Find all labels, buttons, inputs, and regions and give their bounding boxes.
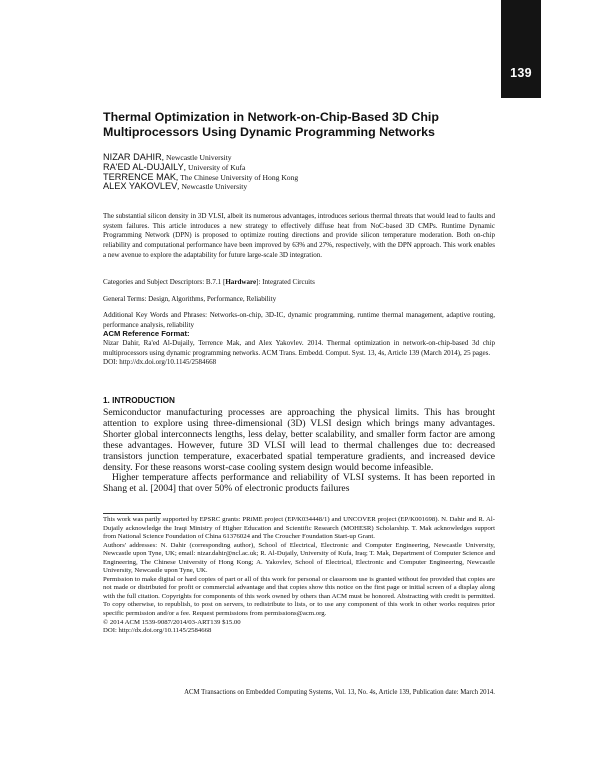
categories-descriptors <box>103 278 495 288</box>
page-number: 139 <box>510 66 532 80</box>
author-name: ALEX YAKOVLEV <box>103 181 178 192</box>
keywords: Additional Key Words and Phrases: Networks-on-chip, 3D-IC, dynamic programming, runtime thermal management, adaptive routing, performance analysis, reliability <box>103 311 495 329</box>
author-entry: NIZAR DAHIR, Newcastle University <box>103 152 232 162</box>
author-list <box>103 153 503 192</box>
reference-citation: Nizar Dahir, Ra'ed Al-Dujaily, Terrence Mak, and Alex Yakovlev. 2014. Thermal optimization in network-on-chip-based 3d chip multiprocessors using dynamic programming networks. ACM Trans. Embedd. Comput. Syst. 13, 4s, Article 139 (March 2014), 25 pages. <box>103 339 495 357</box>
paragraph: Higher temperature affects performance and reliability of VLSI systems. It has been reported in Shang et al. [2004] that over 50% of electronic products failures <box>103 472 495 495</box>
introduction-body <box>103 408 495 495</box>
authors-addresses: Authors' addresses: N. Dahir (corresponding author), School of Electrical, Electronic and Computer Engineering, Newcastle University, Newcastle upon Tyne, UK; email: nizar.dahir@ncl.ac.uk; R. Al-Dujaily, University of Kufa, Iraq; T. Mak, Department of Computer Science and Engineering, The Chinese University of Hong Kong; A. Yakovlev, School of Electrical, Electronic and Computer Engineering, Newcastle University, Newcastle upon Tyne, UK. <box>103 541 495 575</box>
author-entry: RA'ED AL-DUJAILY, University of Kufa <box>103 161 246 172</box>
paper-title: Thermal Optimization in Network-on-Chip-Based 3D Chip Multiprocessors Using Dynamic Programming Networks <box>103 110 439 139</box>
footnote-doi: DOI: http://dx.doi.org/10.1145/2584668 <box>103 627 212 635</box>
author-affiliation: Newcastle University <box>181 182 248 192</box>
categories-bold: Hardware <box>225 278 257 286</box>
author-affiliation: The Chinese University of Hong Kong <box>180 172 299 182</box>
author-affiliation: Newcastle University <box>166 153 232 162</box>
abstract: The substantial silicon density in 3D VLSI, albeit its numerous advantages, introduces serious thermal threats that would lead to faults and system failures. This article introduces a new strategy to effectively diffuse heat from NoC-based 3D CMPs. Runtime Dynamic Programming Network (DPN) is proposed to optimize routing directions and provide silicon temperature moderation. Both on-chip reliability and computational performance have been improved by 63% and 27%, respectively, with the DPN approach. This work enables a new avenue to explore the adaptability for future large-scale 3D integration. <box>103 212 495 259</box>
page-number-tab <box>501 0 541 98</box>
reference-format <box>103 339 495 368</box>
reference-doi: DOI: http://dx.doi.org/10.1145/2584668 <box>103 358 217 367</box>
footnote-rule <box>103 513 161 514</box>
footnotes <box>103 516 495 636</box>
author-name: RA'ED AL-DUJAILY <box>103 161 184 172</box>
author-entry: ALEX YAKOVLEV, Newcastle University <box>103 181 248 192</box>
author-entry: TERRENCE MAK, The Chinese University of Hong Kong <box>103 171 299 182</box>
section-heading: 1. INTRODUCTION <box>103 396 175 405</box>
journal-footer: ACM Transactions on Embedded Computing Systems, Vol. 13, No. 4s, Article 139, Publication date: March 2014. <box>184 689 495 696</box>
categories-prefix: Categories and Subject Descriptors: B.7.1 [ <box>103 278 226 286</box>
funding-note: This work was partly supported by EPSRC grants: PRiME project (EP/K034448/1) and UNCOVER project (EP/K001698). N. Dahir and R. Al-Dujaily acknowledge the Iraqi Ministry of Higher Education and Scientific Research (MOHESR) Scholarship. T. Mak acknowledges support from National Science Foundation of China 61376024 and The Croucher Foundation Start-up Grant. <box>103 516 495 541</box>
author-name: TERRENCE MAK <box>103 171 176 182</box>
permission-note: Permission to make digital or hard copies of part or all of this work for personal or classroom use is granted without fee provided that copies are not made or distributed for profit or commercial advantage and that copies show this notice on the first page or initial screen of a display along with the full citation. Copyrights for components of this work owned by others than ACM must be honored. Abstracting with credit is permitted. To copy otherwise, to republish, to post on servers, to redistribute to lists, or to use any component of this work in other works requires prior specific permission and/or a fee. Request permissions from permissions@acm.org. <box>103 575 495 618</box>
paragraph: Semiconductor manufacturing processes are approaching the physical limits. This has brought attention to explore using three-dimensional (3D) VLSI design which brings many advantages. Shorter global interconnects lengths, less delay, better scalability, and smaller form factor are among these advantages. However, future 3D VLSI will lead to thermal challenges due to: decreased transistors junction temperature, exacerbated spatial temperature gradients, and increased device density. For these reasons worst-case cooling system design would become infeasible. <box>103 407 495 473</box>
author-name: NIZAR DAHIR <box>103 152 162 162</box>
copyright-line: © 2014 ACM 1539-9087/2014/03-ART139 $15.00 <box>103 618 241 626</box>
general-terms: General Terms: Design, Algorithms, Performance, Reliability <box>103 295 277 303</box>
author-affiliation: University of Kufa <box>188 162 246 172</box>
categories-suffix: ]: Integrated Circuits <box>256 278 315 286</box>
reference-format-heading: ACM Reference Format: <box>103 329 190 338</box>
